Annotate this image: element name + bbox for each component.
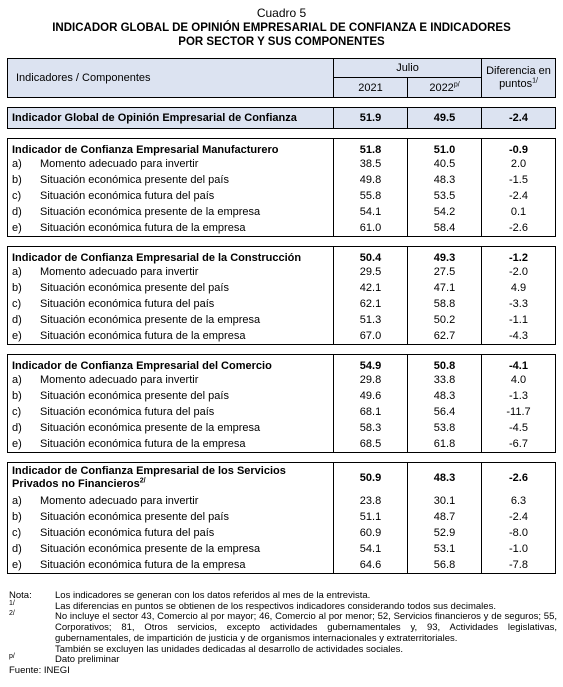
table-row: e) Situación económica futura de la empresa 61.0 58.4 -2.6 bbox=[8, 220, 556, 237]
section-2022: 50.8 bbox=[408, 355, 482, 373]
section-diff: -4.1 bbox=[482, 355, 556, 373]
section-2021: 51.8 bbox=[334, 139, 408, 157]
table-row: c) Situación económica futura del país 60.9 52.9 -8.0 bbox=[8, 525, 556, 541]
table-row: b) Situación económica presente del país 42.1 47.1 4.9 bbox=[8, 280, 556, 296]
section-construction-row bbox=[8, 247, 556, 265]
table-row: a) Momento adecuado para invertir 23.8 30.1 6.3 bbox=[8, 493, 556, 509]
global-2022: 49.5 bbox=[408, 108, 482, 129]
table-row: c) Situación económica futura del país 68.1 56.4 -11.7 bbox=[8, 404, 556, 420]
global-indicator-row bbox=[8, 108, 556, 129]
header-month: Julio bbox=[334, 59, 482, 78]
section-diff: -2.6 bbox=[482, 463, 556, 494]
section-name: Indicador de Confianza Empresarial de los Servicios Privados no Financieros$^{2/}$ bbox=[8, 463, 334, 494]
section-2022: 49.3 bbox=[408, 247, 482, 265]
section-name: Indicador de Confianza Empresarial de la Construcción bbox=[8, 247, 334, 265]
note-1: $^{1/}$ Las diferencias en puntos se obtienen de los respectivos indicadores considerando todos sus decimales. bbox=[9, 599, 496, 612]
section-commerce-row bbox=[8, 355, 556, 373]
table-row: e) Situación económica futura de la empresa 67.0 62.7 -4.3 bbox=[8, 328, 556, 345]
section-manufacturing-row bbox=[8, 139, 556, 157]
header-year-2021: 2021 bbox=[334, 78, 408, 98]
section-name: Indicador de Confianza Empresarial Manufacturero bbox=[8, 139, 334, 157]
section-services-row bbox=[8, 463, 556, 494]
section-diff: -0.9 bbox=[482, 139, 556, 157]
table-row: a) Momento adecuado para invertir 29.5 27.5 -2.0 bbox=[8, 264, 556, 280]
header-indicators: Indicadores / Componentes bbox=[8, 59, 334, 98]
header-year-2022: $2022^{p/}$ bbox=[408, 78, 482, 98]
header-row bbox=[8, 59, 556, 78]
table-row: d) Situación económica presente de la empresa 54.1 54.2 0.1 bbox=[8, 204, 556, 220]
table-row: e) Situación económica futura de la empresa 64.6 56.8 -7.8 bbox=[8, 557, 556, 574]
source-note: Fuente: INEGI bbox=[9, 664, 70, 676]
table-row: b) Situación económica presente del país 49.8 48.3 -1.5 bbox=[8, 172, 556, 188]
table-title-line1: INDICADOR GLOBAL DE OPINIÓN EMPRESARIAL DE CONFIANZA E INDICADORES bbox=[52, 22, 511, 34]
section-2021: 50.4 bbox=[334, 247, 408, 265]
table-title bbox=[0, 21, 563, 49]
table-row: c) Situación económica futura del país 55.8 53.5 -2.4 bbox=[8, 188, 556, 204]
section-2022: 48.3 bbox=[408, 463, 482, 494]
table-row: d) Situación económica presente de la empresa 54.1 53.1 -1.0 bbox=[8, 541, 556, 557]
section-2022: 51.0 bbox=[408, 139, 482, 157]
note-2: $^{2/}$ No incluye el sector 43, Comercio al por mayor; 46, Comercio al por menor; 52, Servicios financieros y de seguros; 55, Corporativos; 81, Otros servicios, excepto actividades gubernamentales y, 93, Actividades legislativas, gubernamentales, de impartición de justicia y de organismos internacionales y extraterritoriales. También se excluyen las unidades dedicadas al desarrollo de actividades sociales. bbox=[9, 610, 557, 655]
section-2021: 54.9 bbox=[334, 355, 408, 373]
global-diff: -2.4 bbox=[482, 108, 556, 129]
global-2021: 51.9 bbox=[334, 108, 408, 129]
table-row: d) Situación económica presente de la empresa 58.3 53.8 -4.5 bbox=[8, 420, 556, 436]
global-indicator-name: Indicador Global de Opinión Empresarial de Confianza bbox=[8, 108, 334, 129]
note-preliminary: $^{p/}$ Dato preliminar bbox=[9, 653, 120, 666]
table-row: e) Situación económica futura de la empresa 68.5 61.8 -6.7 bbox=[8, 436, 556, 453]
section-2021: 50.9 bbox=[334, 463, 408, 494]
table-title-line2: POR SECTOR Y SUS COMPONENTES bbox=[178, 36, 385, 48]
section-diff: -1.2 bbox=[482, 247, 556, 265]
table-row: b) Situación económica presente del país 49.6 48.3 -1.3 bbox=[8, 388, 556, 404]
table-row: a) Momento adecuado para invertir 38.5 40.5 2.0 bbox=[8, 156, 556, 172]
indicators-table bbox=[7, 58, 556, 574]
note-general: Nota: Los indicadores se generan con los datos referidos al mes de la entrevista. bbox=[9, 590, 371, 601]
section-name: Indicador de Confianza Empresarial del Comercio bbox=[8, 355, 334, 373]
table-row: c) Situación económica futura del país 62.1 58.8 -3.3 bbox=[8, 296, 556, 312]
table-number: Cuadro 5 bbox=[256, 6, 307, 20]
footnotes bbox=[9, 591, 557, 677]
header-difference: Diferencia en puntos$^{1/}$ bbox=[482, 59, 556, 98]
table-row: b) Situación económica presente del país 51.1 48.7 -2.4 bbox=[8, 509, 556, 525]
table-row: a) Momento adecuado para invertir 29.8 33.8 4.0 bbox=[8, 372, 556, 388]
table-row: d) Situación económica presente de la empresa 51.3 50.2 -1.1 bbox=[8, 312, 556, 328]
